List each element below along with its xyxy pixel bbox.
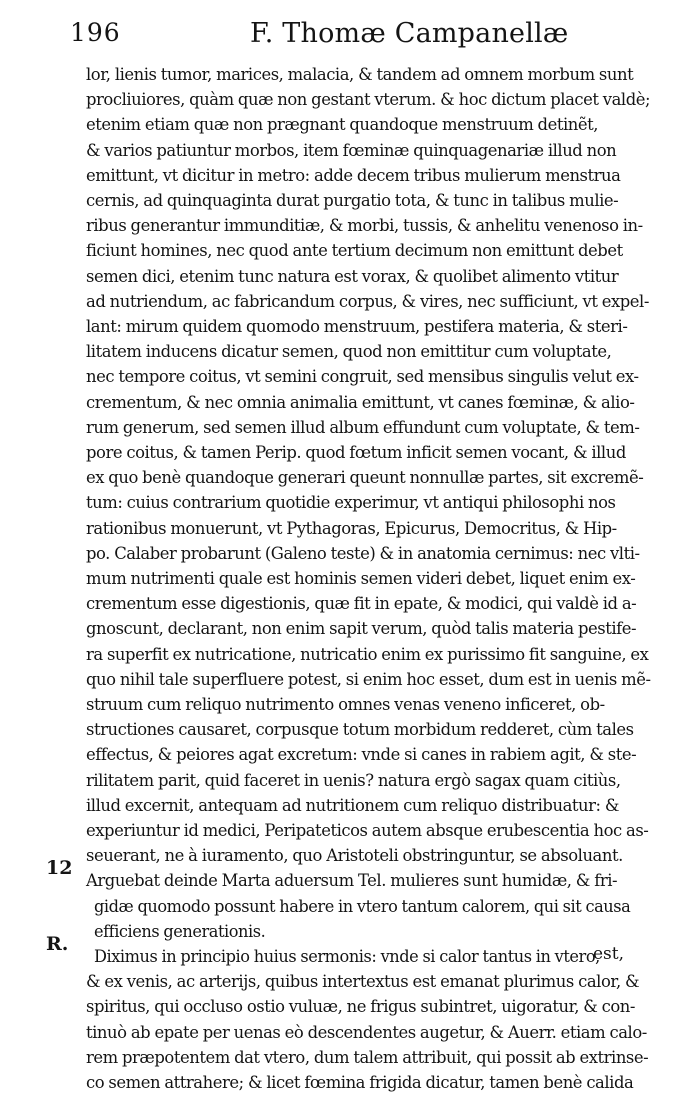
text-line: effectus, & peiores agat excretum: vnde si canes in rabiem agit, & ste- — [86, 745, 637, 765]
text-line: pore coitus, & tamen Perip. quod fœtum inficit semen vocant, & illud — [86, 443, 626, 462]
text-line: seuerant, ne à iuramento, quo Aristoteli obstringuntur, se absoluant. — [86, 846, 623, 866]
text-line: lor, lienis tumor, marices, malacia, & tandem ad omnem morbum sunt — [86, 65, 634, 84]
text-line: gidæ quomodo possunt habere in vtero tantum calorem, qui sit causa — [94, 896, 631, 916]
text-line: & ex venis, ac arterijs, quibus intertextus est emanat plurimus calor, & — [86, 972, 640, 992]
text-line: ad nutriendum, ac fabricandum corpus, & vires, nec sufficiunt, vt expel- — [86, 291, 649, 311]
text-line: quo nihil tale superfluere potest, si enim hoc esset, dum est in uenis mẽ- — [86, 669, 651, 689]
running-title: F. Thomæ Campanellæ — [250, 18, 569, 49]
text-line: ribus generantur immunditiæ, & morbi, tussis, & anhelitu venenoso in- — [86, 216, 643, 236]
page-header — [0, 18, 700, 58]
text-line: ficiunt homines, nec quod ante tertium decimum non emittunt debet — [86, 241, 623, 261]
text-line: rum generum, sed semen illud album effundunt cum voluptate, & tem- — [86, 417, 640, 437]
text-line: ex quo benè quandoque generari queunt nonnullæ partes, sit excremẽ- — [86, 468, 644, 488]
text-line: mum nutrimenti quale est hominis semen videri debet, liquet enim ex- — [86, 569, 636, 588]
text-line: cernis, ad quinquaginta durat purgatio tota, & tunc in talibus mulie- — [86, 191, 619, 210]
text-line: gnoscunt, declarant, non enim sapit verum, quòd talis materia pestife- — [86, 619, 637, 639]
text-line: experiuntur id medici, Peripateticos autem absque erubescentia hoc as- — [86, 821, 649, 840]
text-line: lant: mirum quidem quomodo menstruum, pestifera materia, & steri- — [86, 317, 628, 336]
text-line: tum: cuius contrarium quotidie experimur, vt antiqui philosophi nos — [86, 493, 616, 513]
text-line: Diximus in principio huius sermonis: vnde si calor tantus in vtero, — [94, 947, 600, 966]
text-line: nec tempore coitus, vt semini congruit, sed mensibus singulis velut ex- — [86, 367, 639, 387]
text-line: rilitatem parit, quid faceret in uenis? natura ergò sagax quam citiùs, — [86, 770, 621, 790]
text-line: semen dici, etenim tunc natura est vorax, & quolibet alimento vtitur — [86, 266, 619, 286]
text-line: etenim etiam quæ non prægnant quandoque menstruum detinẽt, — [86, 115, 599, 135]
text-line: Arguebat deinde Marta aduersum Tel. mulieres sunt humidæ, & fri- — [86, 871, 618, 891]
page-number: 196 — [70, 18, 121, 47]
text-line: co semen attrahere; & licet fœmina frigida dicatur, tamen benè calida — [86, 1073, 634, 1092]
text-line: ra superfit ex nutricatione, nutricatio enim ex purissimo fit sanguine, ex — [86, 644, 649, 664]
text-line: efficiens generationis. — [94, 921, 266, 941]
text-line: crementum esse digestionis, quæ fit in epate, & modici, qui valdè id a- — [86, 594, 637, 614]
text-line: rationibus monuerunt, vt Pythagoras, Epicurus, Democritus, & Hip- — [86, 518, 617, 538]
text-line: tinuò ab epate per uenas eò descendentes augetur, & Auerr. etiam calo- — [86, 1022, 647, 1042]
text-line: litatem inducens dicatur semen, quod non emittitur cum voluptate, — [86, 342, 612, 362]
text-line: emittunt, vt dicitur in metro: adde decem tribus mulierum menstrua — [86, 165, 621, 185]
text-line: & varios patiuntur morbos, item fœminæ quinquagenariæ illud non — [86, 140, 617, 160]
text-line: spiritus, qui occluso ostio vuluæ, ne frigus subintret, uigoratur, & con- — [86, 997, 635, 1017]
text-line: structiones causaret, corpusque totum morbidum redderet, cùm tales — [86, 720, 634, 740]
margin-note: R. — [46, 933, 69, 955]
margin-note: 12 — [46, 857, 73, 880]
text-line: illud excernit, antequam ad nutritionem cum reliquo distribuatur: & — [86, 795, 620, 815]
text-line: struum cum reliquo nutrimento omnes venas veneno inficeret, ob- — [86, 695, 605, 714]
text-line: procliuiores, quàm quæ non gestant vterum. & hoc dictum placet valdè; — [86, 90, 651, 110]
text-line: rem præpotentem dat vtero, dum talem attribuit, qui possit ab extrinse- — [86, 1047, 649, 1067]
text-line: crementum, & nec omnia animalia emittunt, vt canes fœminæ, & alio- — [86, 392, 635, 412]
catchword: est, — [593, 944, 625, 964]
text-line: po. Calaber probarunt (Galeno teste) & in anatomia cernimus: nec vlti- — [86, 543, 640, 563]
